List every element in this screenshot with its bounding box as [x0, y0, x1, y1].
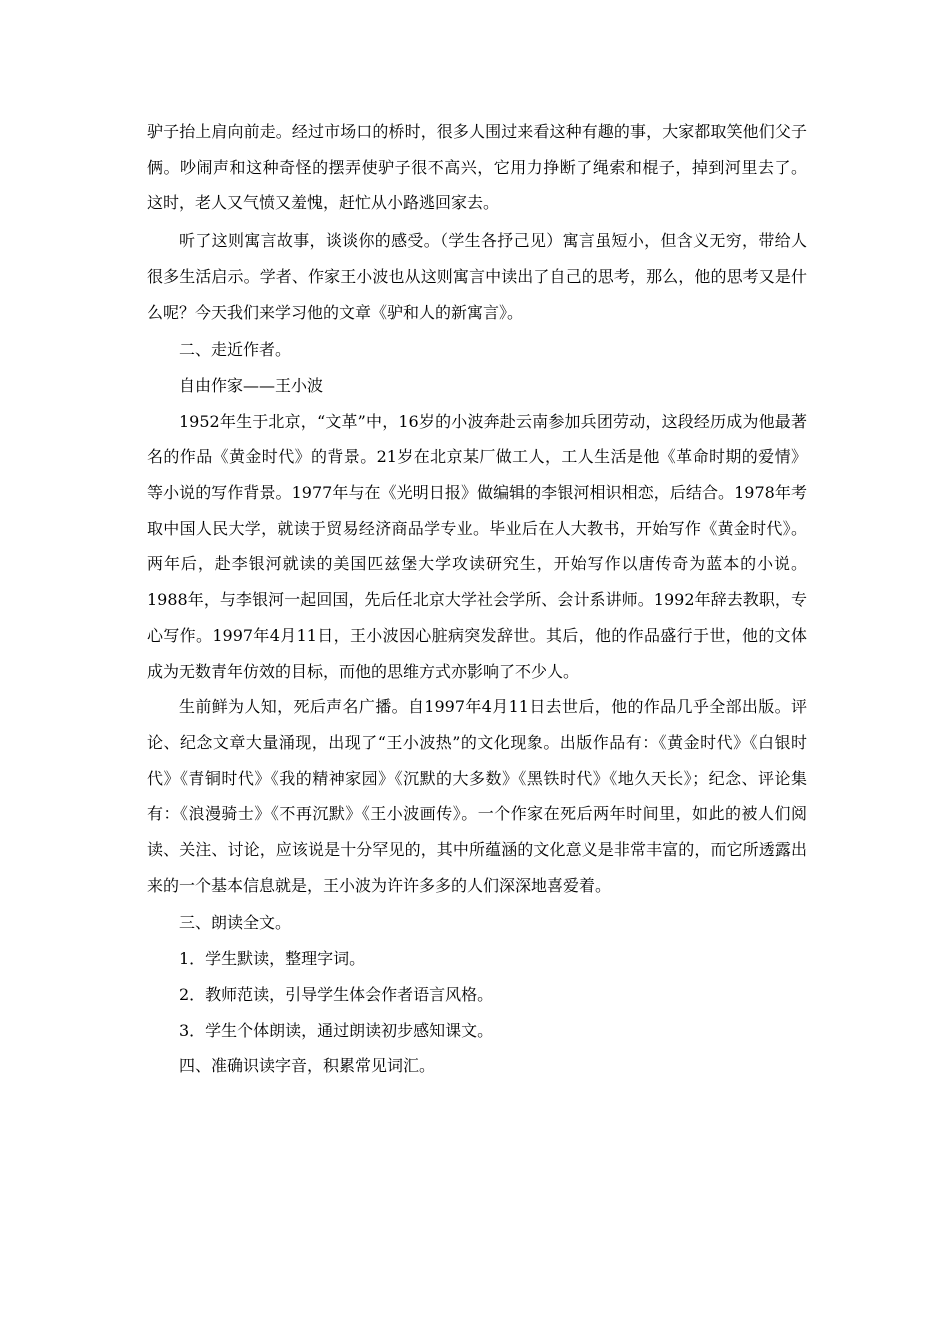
- paragraph-reflection: 听了这则寓言故事，谈谈你的感受。（学生各抒己见）寓言虽短小，但含义无穷，带给人很多生活启示。学者、作家王小波也从这则寓言中读出了自己的思考，那么，他的思考又是什么呢？今天我们来学习他的文章《驴和人的新寓言》。: [147, 231, 807, 322]
- list-item-step-2: 2．教师范读，引导学生体会作者语言风格。: [179, 984, 494, 1004]
- section-heading-author: 二、走近作者。: [179, 340, 292, 360]
- section-heading-pronunciation: 四、准确识读字音，积累常见词汇。: [179, 1056, 436, 1076]
- list-item-step-3: 3．学生个体朗读，通过朗读初步感知课文。: [179, 1020, 494, 1040]
- text-column: [147, 114, 807, 1084]
- subheading-free-writer: 自由作家——王小波: [179, 375, 324, 395]
- list-item-step-1: 1．学生默读，整理字词。: [179, 949, 366, 969]
- paragraph-story-end: 驴子抬上肩向前走。经过市场口的桥时，很多人围过来看这种有趣的事，大家都取笑他们父子俩。吵闹声和这种奇怪的摆弄使驴子很不高兴，它用力挣断了绳索和棍子，掉到河里去了。 这时，老人又气愤又羞愧，赶忙从小路逃回家去。: [147, 122, 807, 213]
- paragraph-biography: 1952年生于北京，“文革”中，16岁的小波奔赴云南参加兵团劳动，这段经历成为他最著名的作品《黄金时代》的背景。21岁在北京某厂做工人，工人生活是他《革命时期的爱情》等小说的写作背景。1977年与在《光明日报》做编辑的李银河相识相恋，后结合。1978年考取中国人民大学，就读于贸易经济商品学专业。毕业后在人大教书，开始写作《黄金时代》。两年后，赴李银河就读的美国匹兹堡大学攻读研究生，开始写作以唐传奇为蓝本的小说。1988年，与李银河一起回国，先后任北京大学社会学所、会计系讲师。1992年辞去教职，专心写作。1997年4月11日，王小波因心脏病突发辞世。其后，他的作品盛行于世，他的文体成为无数青年仿效的目标，而他的思维方式亦影响了不少人。: [147, 411, 807, 681]
- paragraph-posthumous-fame: 生前鲜为人知，死后声名广播。自1997年4月11日去世后，他的作品几乎全部出版。评论、纪念文章大量涌现，出现了“王小波热”的文化现象。出版作品有：《黄金时代》《白银时代》《青铜时代》《我的精神家园》《沉默的大多数》《黑铁时代》《地久天长》；纪念、评论集有：《浪漫骑士》《不再沉默》《王小波画传》。一个作家在死后两年时间里，如此的被人们阅读、关注、讨论，应该说是十分罕见的，其中所蕴涵的文化意义是非常丰富的，而它所透露出来的一个基本信息就是，王小波为许许多多的人们深深地喜爱着。: [147, 697, 807, 895]
- section-heading-read: 三、朗读全文。: [179, 913, 292, 933]
